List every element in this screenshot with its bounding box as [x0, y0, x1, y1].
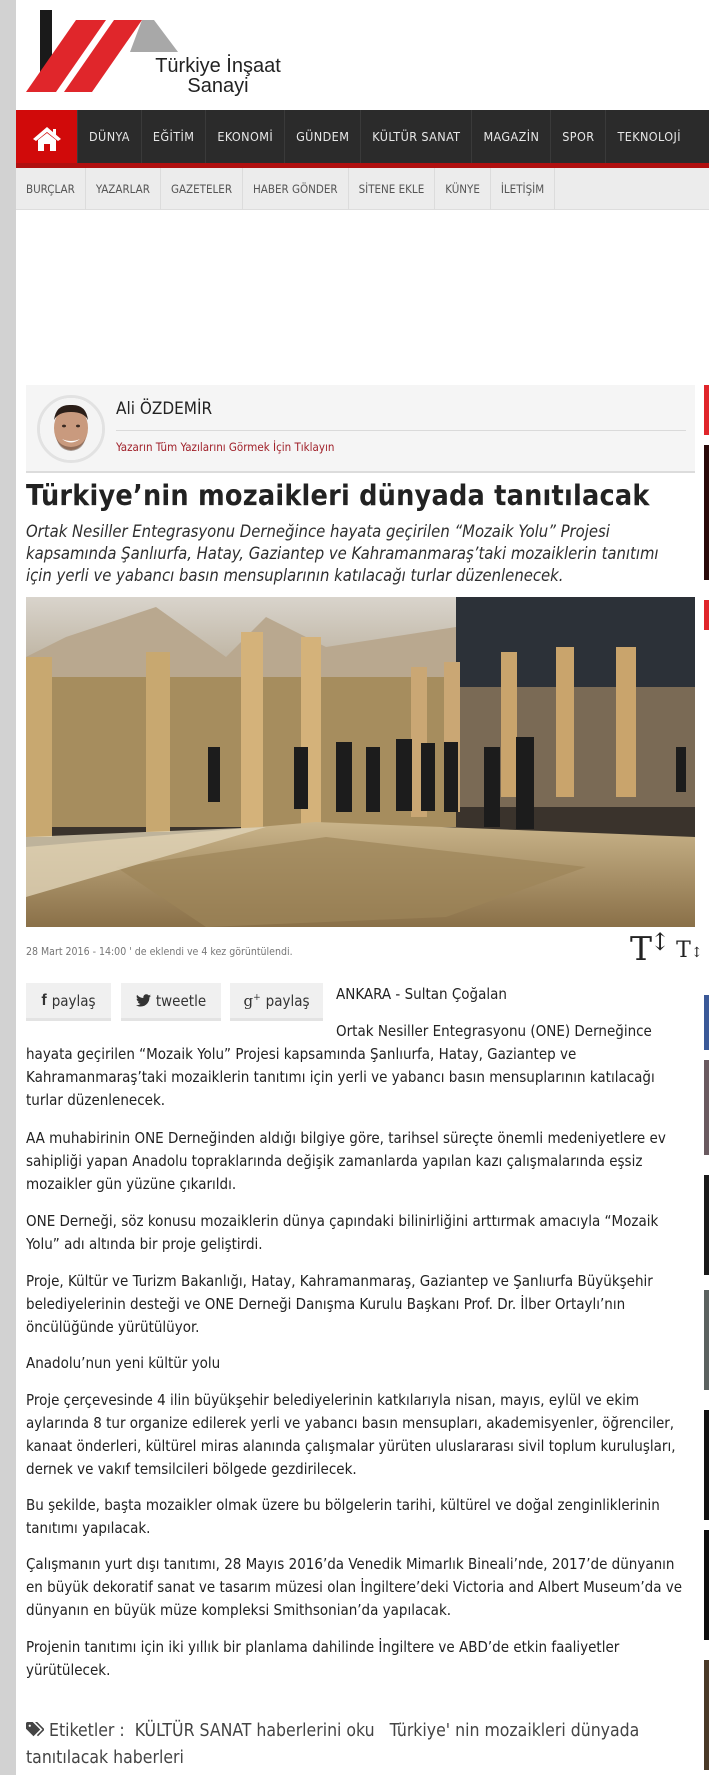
article-subheading: Anadolu’nun yeni kültür yolu — [26, 1354, 221, 1372]
sidebar-widget-edge — [704, 995, 709, 1050]
article-image — [26, 597, 695, 927]
sidebar-widget-edge — [704, 1660, 709, 1770]
author-photo-icon — [40, 398, 102, 460]
googleplus-icon: g+ — [243, 991, 261, 1010]
facebook-share-button[interactable]: f paylaş — [26, 983, 111, 1021]
author-box — [26, 385, 695, 473]
twitter-icon — [136, 994, 151, 1007]
sub-nav — [16, 168, 709, 210]
subnav-item-haber-gonder[interactable]: HABER GÖNDER — [243, 168, 349, 210]
author-name[interactable]: Ali ÖZDEMİR — [116, 399, 213, 419]
divider — [116, 430, 686, 431]
article-paragraph: Proje çerçevesinde 4 ilin büyükşehir belediyelerinin katkılarıyla nisan, mayıs, eylül ve ekim aylarında 8 tur organize edilerek yerli ve yabancı basın mensupları, akademisyenler, öğrenciler, kanaat önderleri, kültürel miras alanında çalışmalar yürüten uluslararası sivil toplum kuruluşları, dernek ve vakıf temsilcileri bölgede gezdirilecek. — [26, 1391, 676, 1478]
nav-item-spor[interactable]: SPOR — [550, 110, 605, 163]
subnav-item-gazeteler[interactable]: GAZETELER — [161, 168, 243, 210]
article-tags — [26, 1718, 666, 1772]
article-paragraph: Proje, Kültür ve Turizm Bakanlığı, Hatay, Kahramanmaraş, Gaziantep ve Şanlıurfa Büyükşehir belediyelerinin desteği ve ONE Derneği Danışma Kurulu Başkanı Prof. Dr. İlber Ortaylı’nın öncülüğünde yürütülüyor. — [26, 1272, 653, 1336]
home-button[interactable] — [16, 110, 77, 168]
article-summary: Ortak Nesiller Entegrasyonu Derneğince hayata geçirilen “Mozaik Yolu” Projesi kapsamında Şanlıurfa, Hatay, Gaziantep ve Kahramanmaraş’taki mozaiklerin tanıtımı için yerli ve yabancı basın mensuplarının katılacağı turlar düzenlenecek. — [26, 522, 659, 585]
nav-item-teknoloji[interactable]: TEKNOLOJİ — [605, 110, 692, 163]
article-paragraph: Bu şekilde, başta mozaikler olmak üzere bu bölgelerin tarihi, kültürel ve doğal zenginliklerinin tanıtımı yapılacak. — [26, 1496, 660, 1537]
sidebar-widget-edge — [704, 600, 709, 630]
subnav-item-yazarlar[interactable]: YAZARLAR — [86, 168, 161, 210]
subnav-item-iletisim[interactable]: İLETİŞİM — [491, 168, 555, 210]
sidebar-widget-edge — [704, 385, 709, 435]
font-increase-button[interactable]: T↕ — [630, 928, 671, 968]
article-meta: 28 Mart 2016 - 14:00 ' de eklendi ve 4 kez görüntülendi. — [26, 946, 293, 958]
article-paragraph: Projenin tanıtımı için iki yıllık bir planlama dahilinde İngiltere ve ABD’de etkin faaliyetler yürütülecek. — [26, 1638, 620, 1679]
sidebar-widget-edge — [704, 1060, 709, 1155]
subnav-item-kunye[interactable]: KÜNYE — [435, 168, 491, 210]
article-dateline: ANKARA - Sultan Çoğalan — [336, 985, 507, 1003]
sidebar-widget-edge — [704, 1530, 709, 1640]
googleplus-share-button[interactable]: g+ paylaş — [230, 983, 323, 1021]
up-down-arrow-icon: ↕ — [690, 945, 703, 961]
nav-item-egitim[interactable]: EĞİTİM — [141, 110, 205, 163]
site-logo[interactable] — [26, 10, 286, 100]
tag-link[interactable]: Türkiye' nin mozaikleri dünyada tanıtılacak haberleri — [26, 1721, 640, 1768]
article-paragraph: AA muhabirinin ONE Derneğinden aldığı bilgiye göre, tarihsel süreçte önemli medeniyetlere ev sahipliği yapan Anadolu topraklarında değişik zamanlarda yapılan kazı çalışmalarında eşsiz mozaikler gün yüzüne çıkarıldı. — [26, 1129, 666, 1193]
article-paragraph: Ortak Nesiller Entegrasyonu (ONE) Derneğince hayata geçirilen “Mozaik Yolu” Projesi kapsamında Şanlıurfa, Hatay, Gaziantep ve Kahramanmaraş’taki mozaiklerin tanıtımı için yerli ve yabancı basın mensuplarının katılacağı turlar düzenlenecek. — [26, 1022, 655, 1109]
sidebar-widget-edge — [704, 1175, 709, 1275]
nav-item-ekonomi[interactable]: EKONOMİ — [205, 110, 284, 163]
subnav-item-sitene-ekle[interactable]: SİTENE EKLE — [349, 168, 436, 210]
nav-item-dunya[interactable]: DÜNYA — [77, 110, 141, 163]
up-down-arrow-icon: ↕ — [650, 928, 671, 956]
sidebar-widget-edge — [704, 1410, 709, 1520]
twitter-share-button[interactable]: tweetle — [121, 983, 221, 1021]
article-paragraph: Çalışmanın yurt dışı tanıtımı, 28 Mayıs 2016’da Venedik Mimarlık Bineali’nde, 2017’de dünyanın en büyük dekoratif sanat ve tasarım müzesi olan İngiltere’deki Victoria and Albert Museum’da ve dünyanın en büyük müze kompleksi Smithsonian’da yapılacak. — [26, 1555, 683, 1619]
sidebar-widget-edge — [704, 1290, 709, 1390]
logo-text: Türkiye İnşaat Sanayi — [155, 55, 281, 97]
nav-item-gundem[interactable]: GÜNDEM — [284, 110, 360, 163]
font-decrease-button[interactable]: T↕ — [676, 938, 703, 963]
font-size-controls — [630, 930, 703, 968]
nav-item-kultur-sanat[interactable]: KÜLTÜR SANAT — [360, 110, 471, 163]
main-nav — [16, 110, 709, 163]
tag-link[interactable]: KÜLTÜR SANAT haberlerini oku — [134, 1721, 375, 1741]
author-all-posts-link[interactable]: Yazarın Tüm Yazılarını Görmek İçin Tıklayın — [116, 440, 335, 454]
sidebar-widget-edge — [704, 445, 709, 580]
tag-icon — [26, 1722, 44, 1737]
author-avatar[interactable] — [37, 395, 105, 463]
facebook-icon: f — [41, 991, 47, 1009]
subnav-item-burclar[interactable]: BURÇLAR — [16, 168, 86, 210]
article-title: Türkiye’nin mozaikleri dünyada tanıtılacak — [26, 479, 650, 512]
nav-item-magazin[interactable]: MAGAZİN — [471, 110, 550, 163]
tags-label: Etiketler : — [49, 1721, 125, 1741]
article-paragraph: ONE Derneği, söz konusu mozaiklerin dünya çapındaki bilinirliğini arttırmak amacıyla “Mozaik Yolu” adı altında bir proje geliştirdi. — [26, 1212, 659, 1253]
page-left-gutter — [0, 0, 16, 1775]
home-icon — [32, 126, 62, 152]
mosaic-museum-photo-icon — [26, 597, 695, 927]
